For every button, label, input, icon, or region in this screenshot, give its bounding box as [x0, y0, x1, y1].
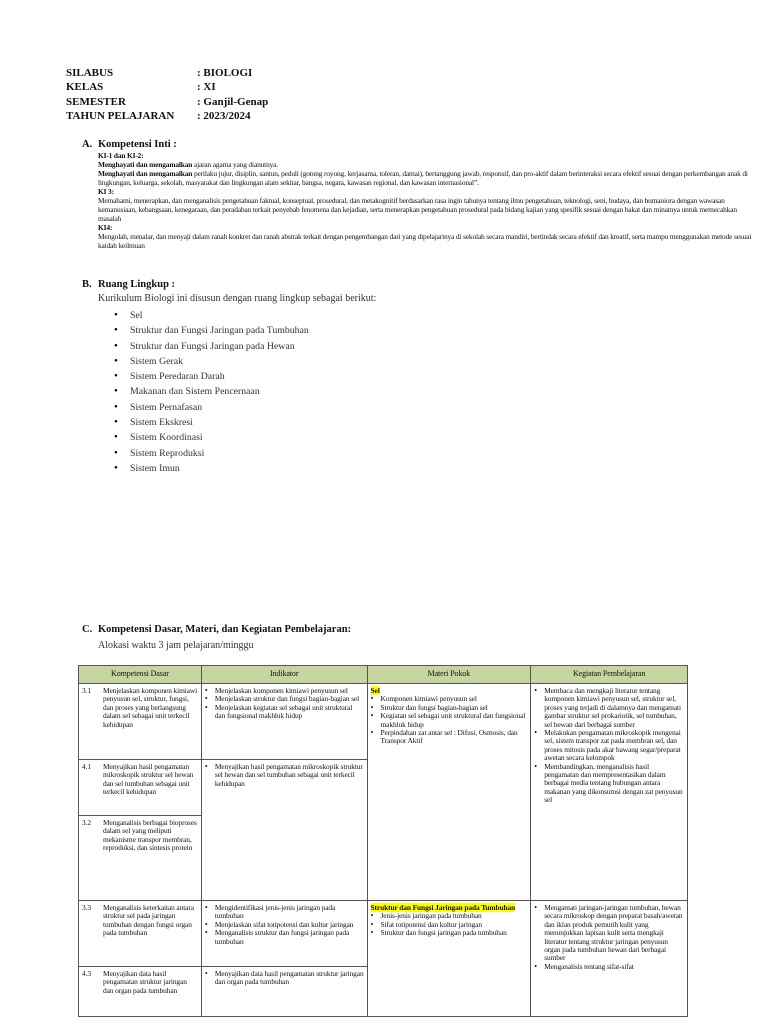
list-item-label: Makanan dan Sistem Pencernaan [130, 386, 260, 398]
bullet-icon: • [370, 728, 374, 738]
list-item [534, 904, 684, 963]
bullet-icon: • [114, 446, 118, 459]
column-header: Kegiatan Pembelajaran [531, 666, 688, 684]
materi-cell [367, 684, 531, 901]
kd-cell [79, 760, 202, 816]
ki4-title: KI4: [98, 222, 113, 232]
list-item [371, 729, 528, 746]
list-item [114, 461, 309, 476]
header-value: : Ganjil-Genap [197, 95, 269, 108]
bullet-icon: • [534, 728, 537, 738]
list-item [205, 704, 364, 721]
list-item-label: Sistem Peredaran Darah [130, 371, 225, 383]
list-item-label: Perpindahan zat antar sel : Difusi, Osmosis, dan Transpor Aktif [380, 728, 518, 746]
list-item-label: Jenis-jenis jaringan pada tumbuhan [380, 911, 482, 921]
list-item-label: Sistem Koordinasi [130, 432, 203, 444]
kd-number: 4.3 [82, 969, 91, 978]
header-value: : BIOLOGI [197, 67, 253, 79]
kegiatan-list [534, 687, 684, 805]
header-value: : 2023/2024 [197, 109, 251, 122]
table-row [79, 901, 688, 967]
column-header: Indikator [201, 666, 367, 684]
list-item [205, 929, 364, 946]
list-item-label: Menjelaskan sifat totipotensi dan kultur jaringan [214, 919, 354, 929]
ki2-bold: Menghayati dan mengamalkan [98, 168, 193, 178]
list-item [114, 446, 309, 461]
header-row [66, 80, 268, 94]
list-item-label: Mengidentifikasi jenis-jenis jaringan pada tumbuhan [214, 903, 336, 921]
bullet-icon: • [204, 702, 208, 712]
header-row [66, 95, 268, 109]
kd-number: 3.1 [82, 686, 91, 695]
kegiatan-list [534, 904, 684, 971]
kd-cell [79, 816, 202, 901]
materi-title-text: Struktur dan Fungsi Jaringan pada Tumbuhan [370, 903, 516, 912]
kompetensi-inti-block [98, 152, 760, 250]
ki1-body: ajaran agama yang dianutnya. [192, 159, 278, 169]
bullet-icon: • [204, 919, 208, 929]
list-item [534, 763, 684, 805]
list-item [114, 354, 309, 369]
bullet-icon: • [370, 911, 374, 921]
materi-title-text: Sel [370, 686, 380, 695]
kd-cell [79, 684, 202, 760]
bullet-icon: • [204, 903, 208, 912]
indikator-list [205, 970, 364, 987]
bullet-icon: • [534, 961, 537, 971]
kd-cell [79, 967, 202, 1017]
kd-text: Menjelaskan komponen kimiawi penyusun sel, struktur, fungsi, dan proses yang berlangsung dalam sel sebagai unit terkecil kehidupan [103, 686, 198, 729]
list-item [114, 384, 309, 399]
list-item-label: Sistem Ekskresi [130, 417, 193, 429]
header-key: SILABUS [66, 67, 114, 79]
kd-entry [82, 687, 198, 729]
kd-text: Menganalisis berbagai bioproses dalam sel yang meliputi mekanisme transpor membran, reproduksi, dan sintesis protein [103, 818, 197, 853]
list-item [534, 963, 684, 971]
ruang-lingkup-list [114, 308, 309, 476]
bullet-icon: • [114, 324, 118, 337]
table-row [79, 684, 688, 760]
kd-number: 4.1 [82, 762, 91, 771]
list-item [114, 400, 309, 415]
silabus-table [78, 665, 688, 1017]
kd-entry [82, 970, 198, 995]
bullet-icon: • [370, 919, 374, 929]
bullet-icon: • [114, 431, 118, 444]
list-item [534, 729, 684, 763]
bullet-icon: • [370, 702, 374, 712]
bullet-icon: • [204, 762, 208, 771]
list-item-label: Membandingkan, menganalisis hasil pengamatan dan mempresentasikan dalam berbagai media tentang hubungan antara makanan yang dikonsumsi dengan zat penyusun sel [544, 761, 683, 805]
kd-text: Menyajikan hasil pengamatan mikroskopik struktur sel hewan dan sel tumbuhan sebagai unit terkecil kehidupan [103, 762, 194, 797]
kd-text: Menganalisis keterkaitan antara struktur sel pada jaringan tumbuhan dengan fungsi organ pada tumbuhan [103, 903, 194, 938]
list-item-label: Menjelaskan komponen kimiawi penyusun sel [214, 686, 348, 695]
list-item-label: Menjelaskan kegiatan sel sebagai unit struktural dan fungsional makhluk hidup [214, 702, 353, 721]
list-item-label: Struktur dan fungsi bagian-bagian sel [380, 702, 488, 712]
section-title: Kompetensi Inti : [98, 139, 177, 150]
header-key: SEMESTER [66, 95, 126, 108]
list-item-label: Sel [130, 310, 143, 321]
bullet-icon: • [204, 928, 208, 938]
list-item-label: Kegiatan sel sebagai unit struktural dan fungsional makhluk hidup [380, 711, 526, 729]
header-row [66, 66, 268, 80]
list-item [371, 712, 528, 729]
ki1-bold: Menghayati dan mengamalkan [98, 159, 193, 169]
kegiatan-cell [531, 901, 688, 1017]
indikator-cell [201, 684, 367, 760]
list-item [205, 970, 364, 987]
materi-cell [367, 901, 531, 1017]
list-item-label: Komponen kimiawi penyusun sel [380, 694, 477, 704]
kd-number: 3.3 [82, 903, 91, 912]
list-item-label: Menyajikan data hasil pengamatan struktur jaringan dan organ pada tumbuhan [214, 969, 364, 987]
list-item [114, 369, 309, 384]
list-item [114, 415, 309, 430]
list-item-label: Menyajikan hasil pengamatan mikroskopik struktur sel hewan dan sel tumbuhan sebagai unit terkecil kehidupan [214, 762, 363, 788]
ki3-title: KI 3: [98, 186, 114, 196]
indikator-cell [201, 760, 367, 901]
indikator-cell [201, 967, 367, 1017]
list-item-label: Sistem Pernafasan [130, 401, 203, 413]
bullet-icon: • [534, 903, 537, 912]
list-item-label: Sistem Reproduksi [130, 447, 205, 459]
list-item-label: Melakukan pengamatan mikroskopik mengenai sel, sistem transpor zat pada membran sel, dan proses mitosis pada akar bawang segar/preparat awetan secara kelompok [544, 728, 681, 763]
section-title: Ruang Lingkup : [98, 279, 176, 290]
bullet-icon: • [114, 354, 118, 367]
indikator-list [205, 904, 364, 946]
bullet-icon: • [114, 400, 118, 413]
bullet-icon: • [114, 385, 118, 398]
kd-entry [82, 819, 198, 853]
section-letter: C. [82, 624, 93, 635]
bullet-icon: • [534, 686, 537, 695]
bullet-icon: • [370, 694, 374, 704]
section-letter: B. [82, 279, 92, 290]
list-item-label: Struktur dan Fungsi Jaringan pada Tumbuhan [130, 325, 309, 337]
list-item-label: Membaca dan mengkaji literatur tentang komponen kimiawi penyusun sel, struktur sel, proses yang terjadi di dalamnya dan mengamati gambar struktur sel prokariotik, sel tumbuhan, sel hewan dari berbagai sumber [544, 686, 681, 729]
list-item [114, 323, 309, 338]
materi-list [371, 912, 528, 937]
indikator-list [205, 763, 364, 788]
bullet-icon: • [534, 761, 537, 771]
section-c-heading [82, 624, 351, 635]
bullet-icon: • [370, 711, 374, 721]
kd-text: Menyajikan data hasil pengamatan struktur jaringan dan organ pada tumbuhan [103, 969, 187, 995]
ki3-text: Memahami, menerapkan, dan menganalisis pengetahuan faktual, konseptual, prosedural, dan metakognitif berdasarkan rasa ingin tahunya tentang ilmu pengetahuan, teknologi, seni, budaya, dan humaniora dengan wawasan kemanusiaan, kebangsaan, kenegaraan, dan peradaban terkait penyebab fenomena dan kejadian, serta menerapkan pengetahuan prosedural pada bidang kajian yang spesifik sesuai dengan bakat dan minatnya untuk memecahkan masalah [98, 195, 737, 223]
alokasi-waktu: Alokasi waktu 3 jam pelajaran/minggu [98, 640, 254, 651]
column-header: Kompetensi Dasar [79, 666, 202, 684]
materi-list [371, 695, 528, 745]
bullet-icon: • [204, 694, 208, 704]
ki2-body: perilaku jujur, disiplin, santun, peduli (gotong royong, kerjasama, toleran, damai), bertanggung jawab, responsif, dan pro-aktif dalam berinteraksi secara efektif sesuai dengan perkembangan anak di lingkungan, keluarga, sekolah, masyarakat dan lingkungan alam sekitar, bangsa, negara, kawasan regional, dan kawasan internasional”. [98, 168, 748, 187]
list-item-label: Struktur dan Fungsi Jaringan pada Hewan [130, 340, 295, 352]
header-row [66, 109, 268, 123]
list-item-label: Sistem Gerak [130, 355, 184, 367]
indikator-cell [201, 901, 367, 967]
kd-entry [82, 904, 198, 938]
list-item-label: Sistem Imun [130, 462, 180, 474]
ki12-title: KI-1 dan KI-2: [98, 151, 144, 160]
section-b-heading [82, 279, 175, 290]
bullet-icon: • [114, 309, 118, 321]
list-item-label: Menjelaskan struktur dan fungsi bagian-bagian sel [214, 694, 360, 704]
kd-entry [82, 763, 198, 797]
list-item-label: Menganalisis struktur dan fungsi jaringan pada tumbuhan [214, 928, 350, 946]
ruang-lingkup-intro: Kurikulum Biologi ini disusun dengan ruang lingkup sebagai berikut: [98, 293, 377, 304]
bullet-icon: • [204, 969, 208, 978]
list-item [114, 339, 309, 354]
ki4-text: Mengolah, menalar, dan menyaji dalam ranah konkret dan ranah abstrak terkait dengan pengembangan dari yang dipelajarinya di sekolah secara mandiri, bertindak secara efektif dan kreatif, serta mampu menggunakan metode sesuai kaidah keilmuan [98, 231, 752, 250]
list-item [534, 687, 684, 729]
kegiatan-cell [531, 684, 688, 901]
header-key: KELAS [66, 81, 104, 94]
header-key: TAHUN PELAJARAN [66, 109, 175, 122]
bullet-icon: • [114, 339, 118, 352]
section-title: Kompetensi Dasar, Materi, dan Kegiatan Pembelajaran: [98, 624, 352, 635]
list-item-label: Struktur dan fungsi jaringan pada tumbuhan [380, 928, 507, 938]
list-item [114, 430, 309, 445]
section-a-heading [82, 139, 177, 150]
kd-cell [79, 901, 202, 967]
list-item [205, 763, 364, 788]
bullet-icon: • [114, 370, 118, 383]
indikator-list [205, 687, 364, 721]
bullet-icon: • [114, 416, 118, 429]
column-header: Materi Pokok [367, 666, 531, 684]
ki2-text [98, 170, 760, 188]
bullet-icon: • [204, 686, 208, 695]
bullet-icon: • [114, 461, 118, 474]
list-item-label: Menganalisis tentang sifat-sifat [544, 961, 634, 971]
table-header-row [79, 666, 688, 684]
kd-number: 3.2 [82, 818, 91, 827]
document-header [66, 66, 268, 123]
header-value: : XI [197, 81, 216, 94]
section-letter: A. [82, 139, 93, 150]
bullet-icon: • [370, 928, 374, 938]
list-item [205, 904, 364, 921]
list-item [371, 929, 528, 937]
list-item [114, 308, 309, 323]
list-item-label: Sifat totipotensi dan kultur jaringan [380, 919, 482, 929]
list-item-label: Mengamati jaringan-jaringan tumbuhan, hewan secara mikroskop dengan preparat basah/awetan dan iklan produk pemutih kulit yang menunjukkan lapisan kulit serta mengkaji literatur tentang struktur jaringan penyusun organ pada tumbuhan hewan dari berbagai sumber [544, 903, 683, 963]
